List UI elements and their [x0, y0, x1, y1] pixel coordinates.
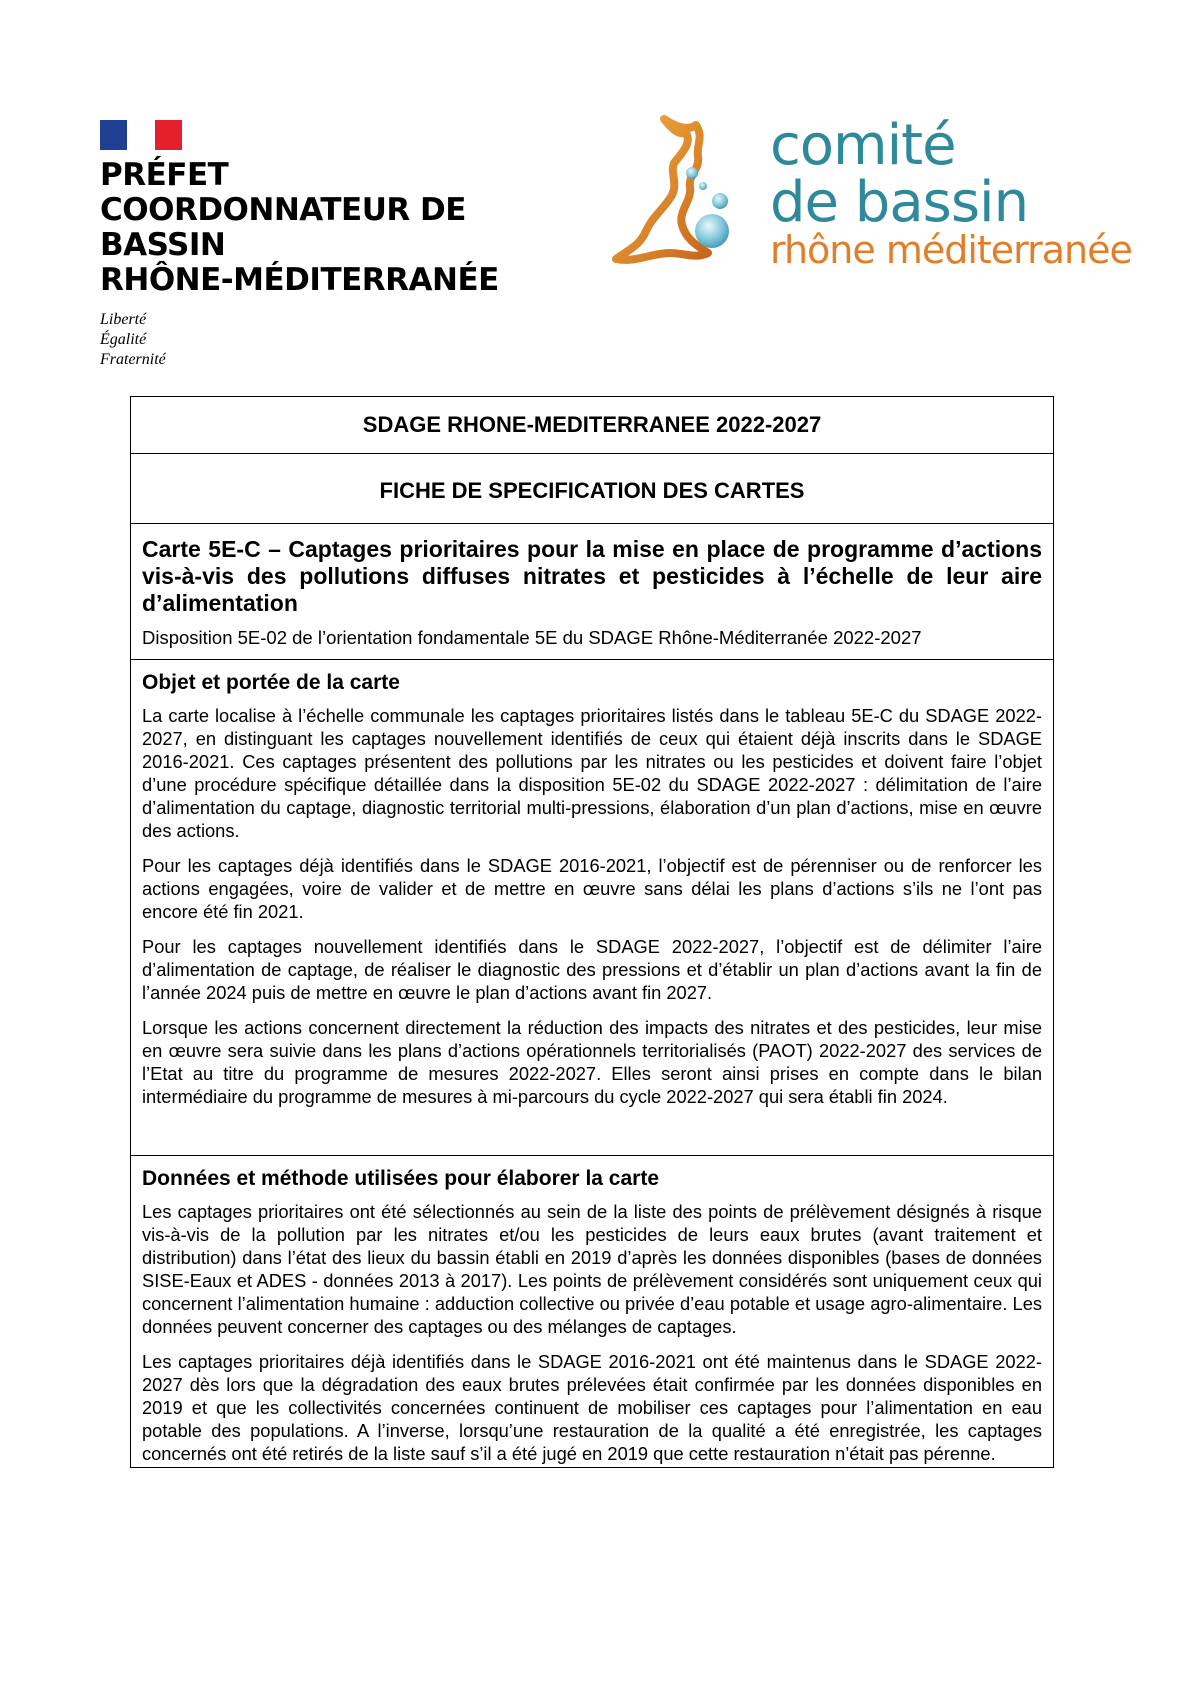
section-donnees [131, 1156, 1053, 1467]
comite-line-3: rhône méditerranée [770, 228, 1132, 272]
french-flag-icon [100, 120, 182, 150]
prefet-title [100, 158, 600, 298]
motto-line: Égalité [100, 331, 147, 348]
document-subtitle: FICHE DE SPECIFICATION DES CARTES [131, 454, 1053, 524]
carte-subtitle: Disposition 5E-02 de l’orientation fondamentale 5E du SDAGE Rhône-Méditerranée 2022-2027 [142, 627, 922, 648]
basin-emblem-icon [612, 113, 772, 288]
specification-table [130, 396, 1054, 1468]
motto-line: Liberté [100, 311, 147, 328]
paragraph: Les captages prioritaires déjà identifiés dans le SDAGE 2016-2021 ont été maintenus dans le SDAGE 2022-2027 dès lors que la dégradation des eaux brutes prélevées était confirmée par les données disponibles en 2019 et que les collectivités concernées continuent de mobiliser ces captages pour l’alimentation en eau potable des populations. A l’inverse, lorsqu’une restauration de la qualité a été enregistrée, les captages concernés ont été retirés de la liste sauf s’il a été jugé en 2019 que cette restauration n’était pas pérenne. [142, 1351, 1042, 1464]
paragraph: Pour les captages déjà identifiés dans le SDAGE 2016-2021, l’objectif est de pérenniser ou de renforcer les actions engagées, voire de valider et de mettre en œuvre sans délai les plans d’actions s’ils ne l’ont pas encore été fin 2021. [142, 855, 1042, 922]
document-title: SDAGE RHONE-MEDITERRANEE 2022-2027 [131, 397, 1053, 454]
comite-line-2: de bassin [770, 170, 1029, 235]
prefet-line: RHÔNE-MÉDITERRANÉE [100, 262, 499, 298]
prefet-line: COORDONNATEUR DE BASSIN [100, 192, 466, 263]
carte-header [131, 524, 1053, 660]
paragraph: Les captages prioritaires ont été sélectionnés au sein de la liste des points de prélèvement désignés à risque vis-à-vis de la pollution par les nitrates et/ou les pesticides de leurs eaux brutes (avant traitement et distribution) dans l’état des lieux du bassin établi en 2019 d’après les données disponibles (bases de données SISE-Eaux et ADES - données 2013 à 2017). Les points de prélèvement considérés sont uniquement ceux qui concernent l’alimentation humaine : adduction collective ou privée d’eau potable et usage agro-alimentaire. Les données peuvent concerner des captages ou des mélanges de captages. [142, 1201, 1042, 1337]
prefet-line: PRÉFET [100, 157, 229, 193]
comite-de-bassin-logo [612, 113, 1142, 288]
comite-line-1: comité [770, 113, 956, 178]
section-title: Objet et portée de la carte [142, 671, 400, 694]
section-objet [131, 660, 1053, 1156]
motto [100, 310, 600, 370]
motto-line: Fraternité [100, 351, 166, 368]
paragraph: La carte localise à l’échelle communale les captages prioritaires listés dans le tableau 5E-C du SDAGE 2022-2027, en distinguant les captages nouvellement identifiés de ceux qui étaient déjà inscrits dans le SDAGE 2016-2021. Ces captages présentent des pollutions par les nitrates ou les pesticides et doivent faire l’objet d’une procédure spécifique détaillée dans la disposition 5E-02 du SDAGE 2022-2027 : délimitation de l’aire d’alimentation du captage, diagnostic territorial multi-pressions, élaboration d’un plan d’actions, mise en œuvre des actions. [142, 705, 1042, 841]
paragraph: Pour les captages nouvellement identifiés dans le SDAGE 2022-2027, l’objectif est de délimiter l’aire d’alimentation de captage, de réaliser le diagnostic des pressions et d’établir un plan d’actions avant la fin de l’année 2024 puis de mettre en œuvre le plan d’actions avant fin 2027. [142, 936, 1042, 1003]
carte-title: Carte 5E-C – Captages prioritaires pour la mise en place de programme d’actions vis-à-vis des pollutions diffuses nitrates et pesticides à l’échelle de leur aire d’alimentation [142, 536, 1042, 616]
paragraph: Lorsque les actions concernent directement la réduction des impacts des nitrates et des pesticides, leur mise en œuvre sera suivie dans les plans d’actions opérationnels territorialisés (PAOT) 2022-2027 des services de l’Etat au titre du programme de mesures 2022-2027. Elles seront ainsi prises en compte dans le bilan intermédiaire du programme de mesures à mi-parcours du cycle 2022-2027 qui sera établi fin 2024. [142, 1017, 1042, 1107]
section-title: Données et méthode utilisées pour élaborer la carte [142, 1167, 659, 1190]
prefet-logo [100, 120, 600, 370]
